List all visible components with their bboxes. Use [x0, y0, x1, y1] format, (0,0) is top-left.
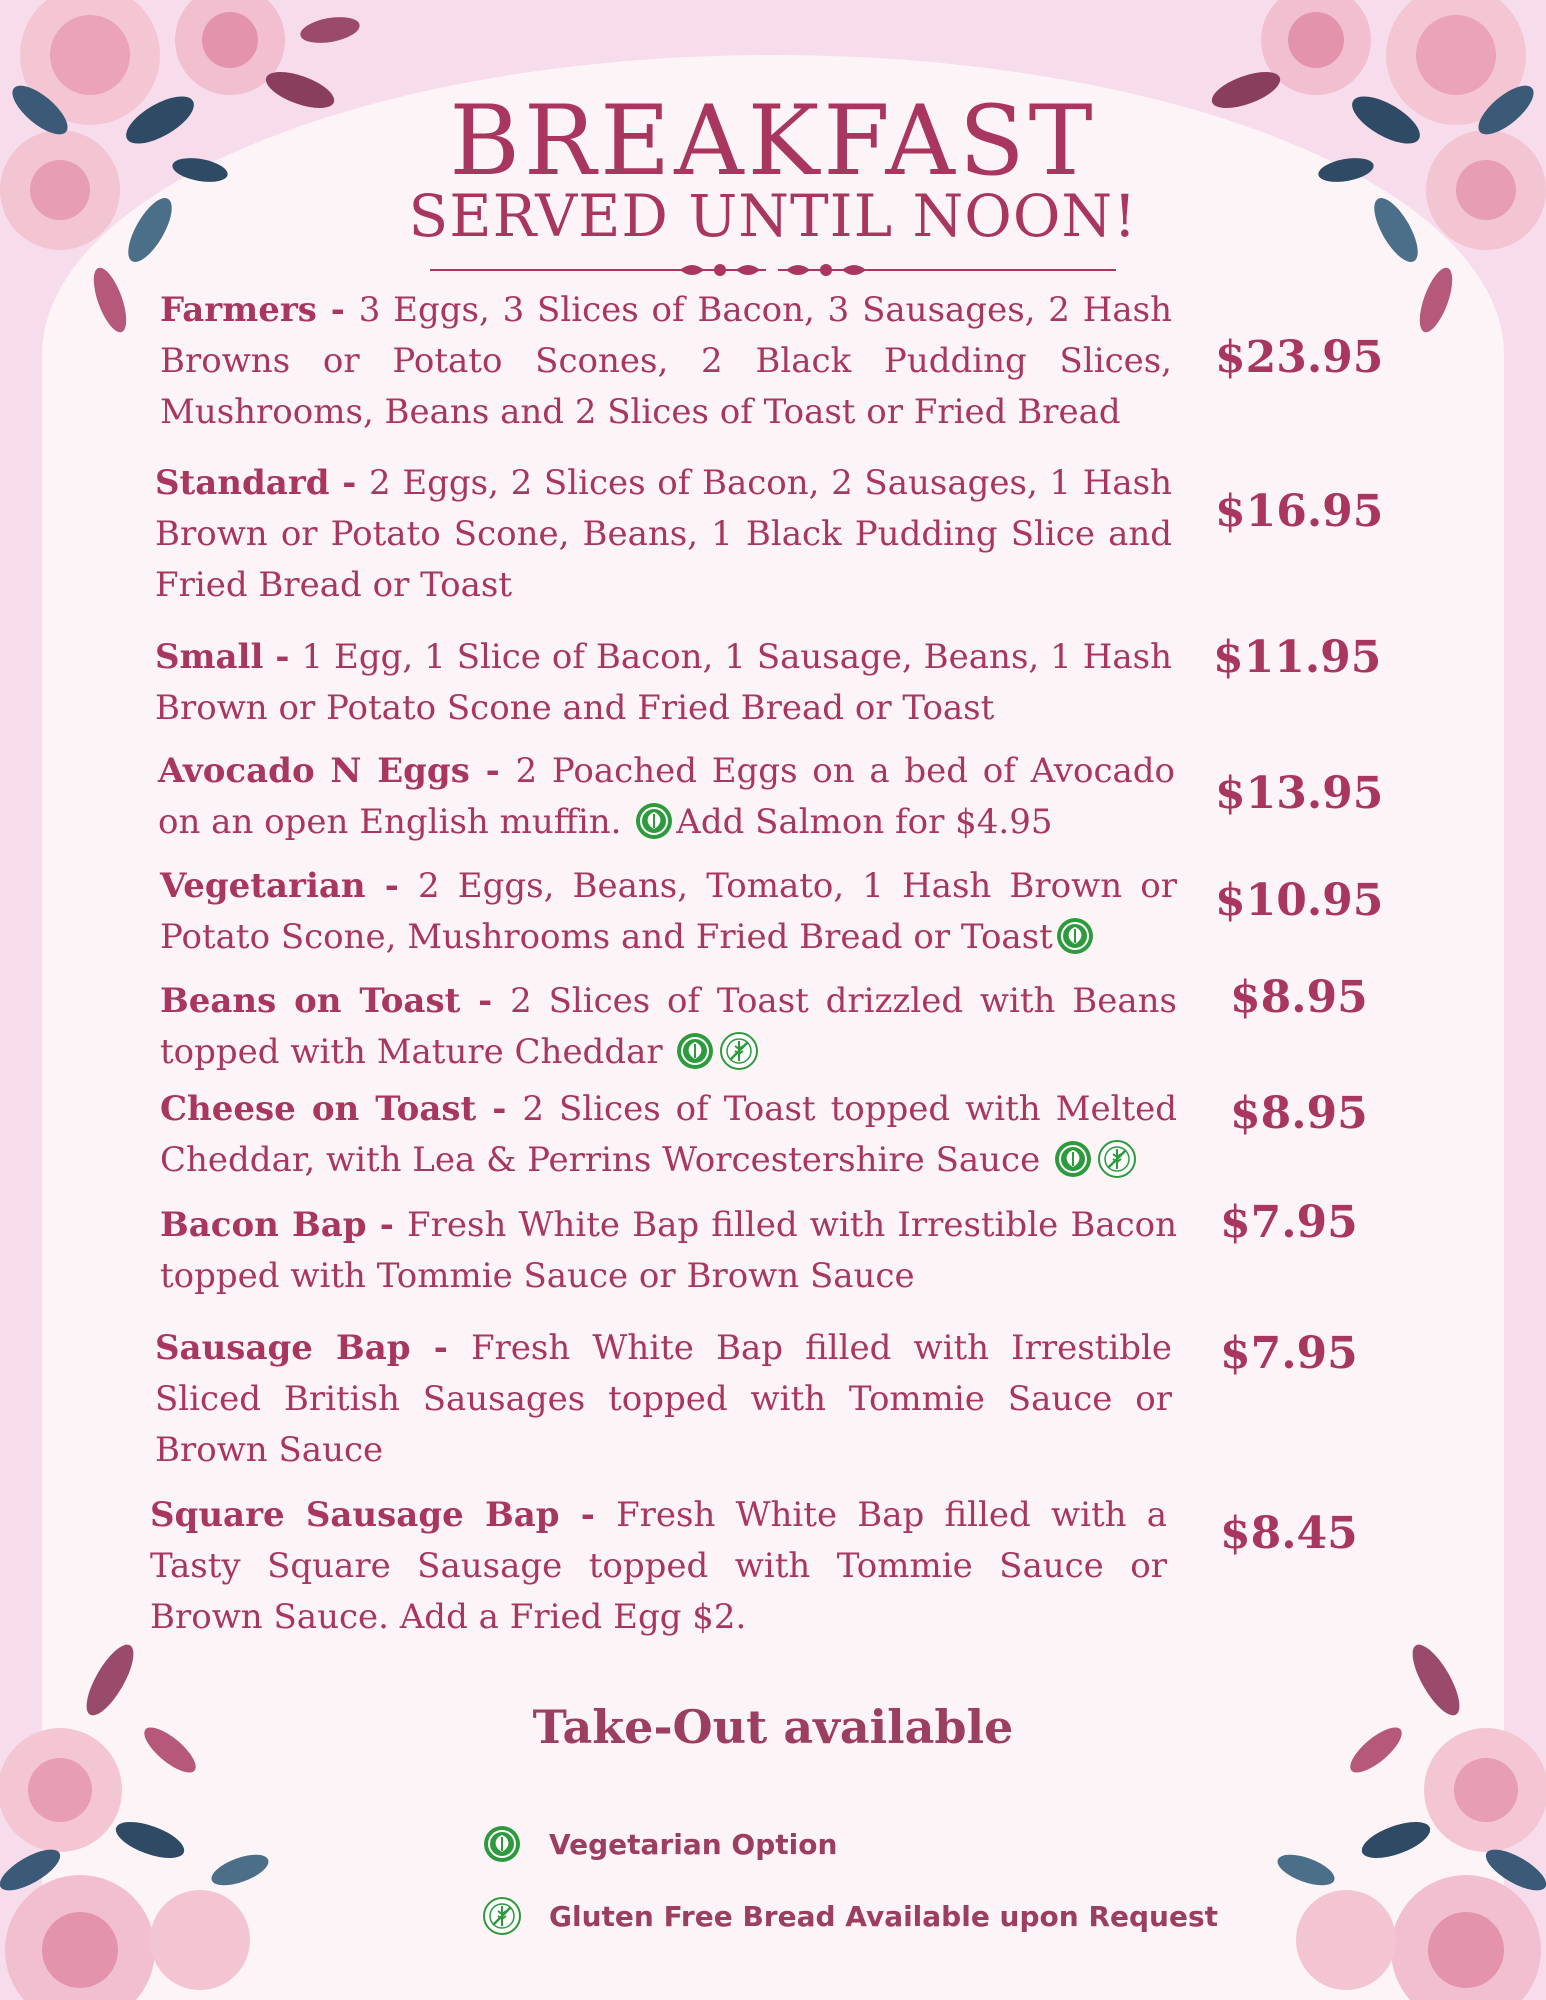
menu-item-square-sausage-bap — [150, 1490, 1167, 1643]
menu-title: BREAKFAST — [449, 85, 1097, 197]
item-description: 2 Slices of Toast drizzled with Beans topped with Mature Cheddar — [160, 981, 1177, 1072]
item-separator: - — [410, 1328, 471, 1368]
legend-gluten-free — [480, 1897, 1218, 1935]
price-farmers: $23.95 — [1215, 332, 1384, 383]
item-name: Vegetarian — [160, 866, 366, 906]
legend-label: Vegetarian Option — [549, 1828, 838, 1861]
item-separator: - — [329, 463, 370, 503]
item-description: Fresh White Bap filled with a Tasty Square Sausage topped with Tommie Sauce or Brown Sauce. Add a Fried Egg $2. — [150, 1495, 1167, 1637]
menu-item-vegetarian — [160, 861, 1177, 963]
item-separator: - — [366, 1205, 408, 1245]
legend-vegetarian — [480, 1825, 837, 1863]
menu-item-avocado-n-eggs — [158, 746, 1175, 848]
menu-item-bacon-bap — [160, 1200, 1177, 1302]
item-description: 2 Slices of Toast topped with Melted Cheddar, with Lea & Perrins Worcestershire Sauce — [160, 1089, 1177, 1180]
menu-item-cheese-on-toast — [160, 1084, 1177, 1186]
price-cheese-on-toast: $8.95 — [1230, 1088, 1368, 1139]
price-sausage-bap: $7.95 — [1220, 1328, 1358, 1379]
price-vegetarian: $10.95 — [1215, 875, 1384, 926]
item-separator: - — [559, 1495, 617, 1535]
menu-item-small — [155, 632, 1172, 734]
menu-item-sausage-bap — [155, 1323, 1172, 1476]
gluten-free-icon — [720, 1032, 758, 1070]
item-description: 2 Eggs, 2 Slices of Bacon, 2 Sausages, 1 Hash Brown or Potato Scone, Beans, 1 Black Pudding Slice and Fried Bread or Toast — [155, 463, 1172, 605]
item-description: 1 Egg, 1 Slice of Bacon, 1 Sausage, Beans, 1 Hash Brown or Potato Scone and Fried Bread or Toast — [155, 637, 1172, 728]
menu-item-beans-on-toast — [160, 976, 1177, 1078]
price-bacon-bap: $7.95 — [1220, 1197, 1358, 1248]
item-name: Bacon Bap — [160, 1205, 367, 1245]
menu-item-farmers — [160, 285, 1172, 438]
price-beans-on-toast: $8.95 — [1230, 972, 1368, 1023]
item-name: Square Sausage Bap — [150, 1495, 560, 1535]
item-description-extra: Add Salmon for $4.95 — [676, 802, 1053, 842]
item-description: Fresh White Bap filled with Irrestible Bacon topped with Tommie Sauce or Brown Sauce — [160, 1205, 1177, 1296]
item-separator: - — [469, 751, 516, 791]
item-name: Cheese on Toast — [160, 1089, 477, 1129]
takeout-notice: Take-Out available — [532, 1700, 1014, 1754]
menu-subtitle: SERVED UNTIL NOON! — [408, 182, 1138, 250]
item-description: 3 Eggs, 3 Slices of Bacon, 3 Sausages, 2 Hash Browns or Potato Scones, 2 Black Pudding Slices, Mushrooms, Beans and 2 Slices of Toast or Fried Bread — [160, 290, 1172, 432]
ornamental-divider — [430, 258, 1116, 282]
item-name: Farmers — [160, 290, 317, 330]
gluten-free-icon — [1098, 1140, 1136, 1178]
price-square-sausage-bap: $8.45 — [1220, 1508, 1358, 1559]
item-separator: - — [476, 1089, 523, 1129]
item-name: Small — [155, 637, 264, 677]
item-description: 2 Poached Eggs on a bed of Avocado on an open English muffin. — [158, 751, 1175, 842]
item-name: Standard — [155, 463, 330, 503]
vegetarian-icon — [483, 1825, 521, 1863]
item-description: 2 Eggs, Beans, Tomato, 1 Hash Brown or Potato Scone, Mushrooms and Fried Bread or Toast — [160, 866, 1177, 957]
gluten-free-icon — [483, 1897, 521, 1935]
item-name: Beans on Toast — [160, 981, 461, 1021]
vegetarian-icon — [676, 1032, 714, 1070]
price-avocado-n-eggs: $13.95 — [1215, 768, 1384, 819]
item-name: Avocado N Eggs — [158, 751, 470, 791]
item-separator: - — [460, 981, 511, 1021]
price-small: $11.95 — [1213, 632, 1382, 683]
vegetarian-icon — [1054, 1140, 1092, 1178]
item-separator: - — [316, 290, 359, 330]
legend-label: Gluten Free Bread Available upon Request — [549, 1900, 1219, 1933]
item-description: Fresh White Bap filled with Irrestible Sliced British Sausages topped with Tommie Sauce or Brown Sauce — [155, 1328, 1172, 1470]
menu-item-standard — [155, 458, 1172, 611]
vegetarian-icon — [635, 802, 673, 840]
vegetarian-icon — [1056, 917, 1094, 955]
price-standard: $16.95 — [1215, 486, 1384, 537]
item-name: Sausage Bap — [155, 1328, 411, 1368]
item-separator: - — [263, 637, 302, 677]
floral-bottom-right-decoration — [1216, 1540, 1546, 2000]
item-separator: - — [365, 866, 419, 906]
